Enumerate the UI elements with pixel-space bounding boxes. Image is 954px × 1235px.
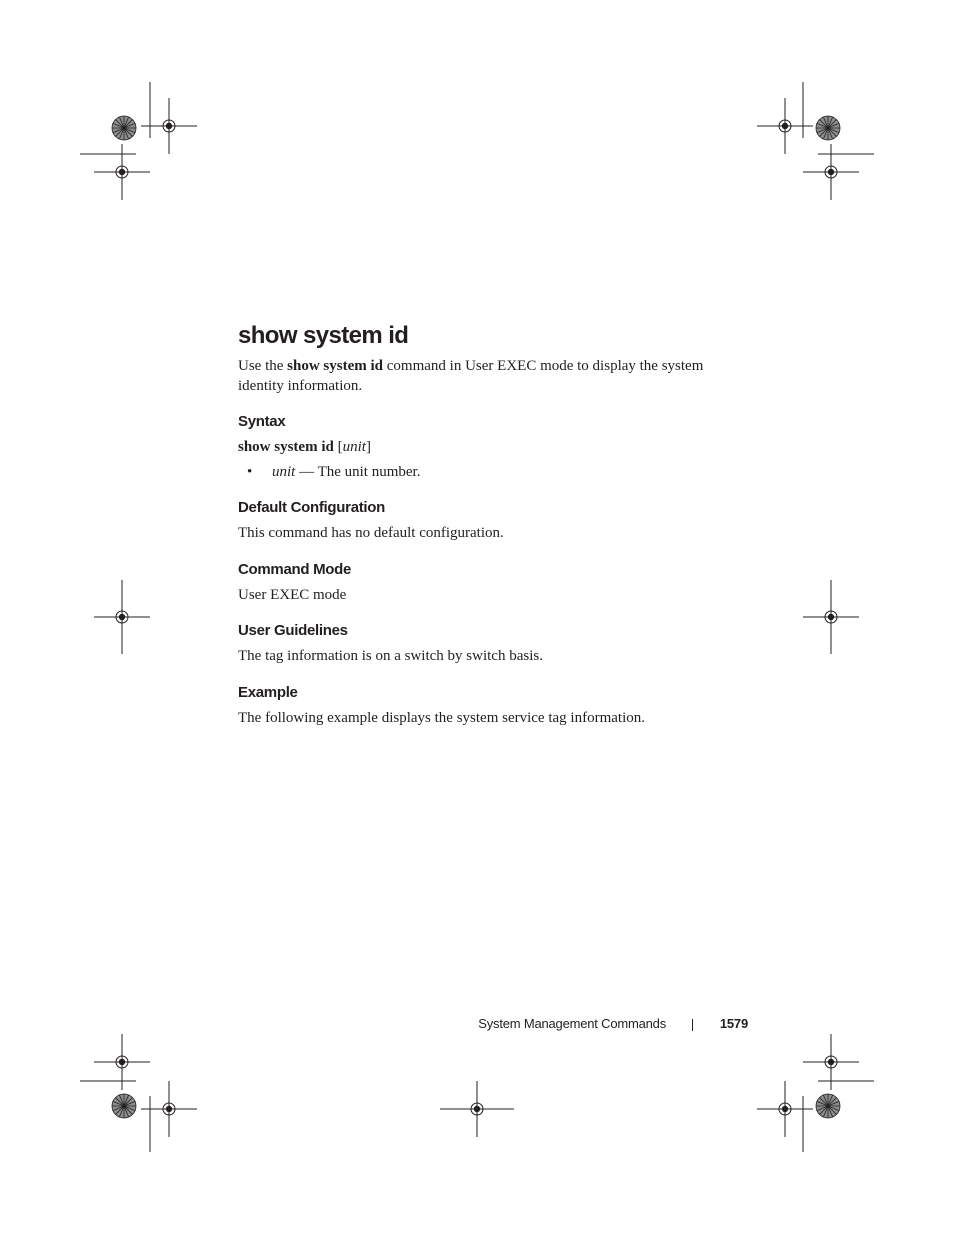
starburst-mark-top-left [112, 116, 136, 140]
syntax-line [238, 438, 738, 458]
intro-text-before: Use the [238, 358, 288, 374]
crosshair-mark-top-right-a [757, 98, 813, 154]
crosshair-mark-mid-right [803, 589, 859, 645]
user-guidelines-text: The tag information is on a switch by switch basis. [238, 648, 543, 664]
crosshair-mark-bottom-right-b [757, 1081, 813, 1137]
crosshair-mark-mid-left [94, 589, 150, 645]
crosshair-mark-top-left-b [94, 144, 150, 200]
intro-text-after: command in User EXEC mode to display the system identity information. [238, 358, 704, 394]
example-text: The following example displays the system service tag information. [238, 709, 645, 726]
starburst-mark-bottom-left [112, 1094, 136, 1118]
example-heading: Example [238, 683, 298, 701]
intro-command: show system id [287, 358, 384, 374]
user-guidelines-heading: User Guidelines [238, 622, 348, 639]
intro-paragraph [238, 357, 738, 396]
default-configuration-text: This command has no default configuration. [238, 525, 504, 541]
syntax-command: show system id [238, 439, 334, 455]
crosshair-mark-top-left-a [141, 98, 197, 154]
page-title: show system id [238, 322, 409, 349]
page-content [238, 318, 738, 728]
syntax-open-bracket: [ [333, 439, 343, 455]
user-guidelines-section [238, 621, 738, 667]
syntax-param-bullet [238, 463, 738, 483]
bullet-param: unit [272, 463, 296, 480]
crosshair-mark-bottom-left-a [94, 1034, 150, 1090]
bullet-icon: • [247, 463, 253, 480]
crosshair-mark-bottom-left-b [141, 1081, 197, 1137]
bullet-text: — The unit number. [295, 463, 421, 480]
crosshair-mark-bottom-right-a [803, 1034, 859, 1090]
crosshair-mark-top-right-b [803, 144, 859, 200]
page-footer [0, 1016, 954, 1036]
syntax-section [238, 412, 738, 482]
syntax-close-bracket: ] [365, 439, 371, 455]
default-configuration-section [238, 498, 738, 544]
starburst-mark-top-right [816, 116, 840, 140]
command-mode-heading: Command Mode [238, 560, 352, 578]
command-mode-section [238, 560, 738, 606]
example-section [238, 683, 738, 729]
page-number: 1579 [719, 1016, 748, 1031]
starburst-mark-bottom-right [816, 1094, 840, 1118]
syntax-heading: Syntax [238, 413, 286, 430]
command-mode-text: User EXEC mode [238, 586, 347, 603]
crosshair-mark-bottom-center [449, 1081, 505, 1137]
footer-section-title: System Management Commands [478, 1016, 666, 1031]
footer-separator [692, 1019, 693, 1031]
default-configuration-heading: Default Configuration [238, 499, 386, 516]
syntax-param: unit [342, 439, 366, 455]
